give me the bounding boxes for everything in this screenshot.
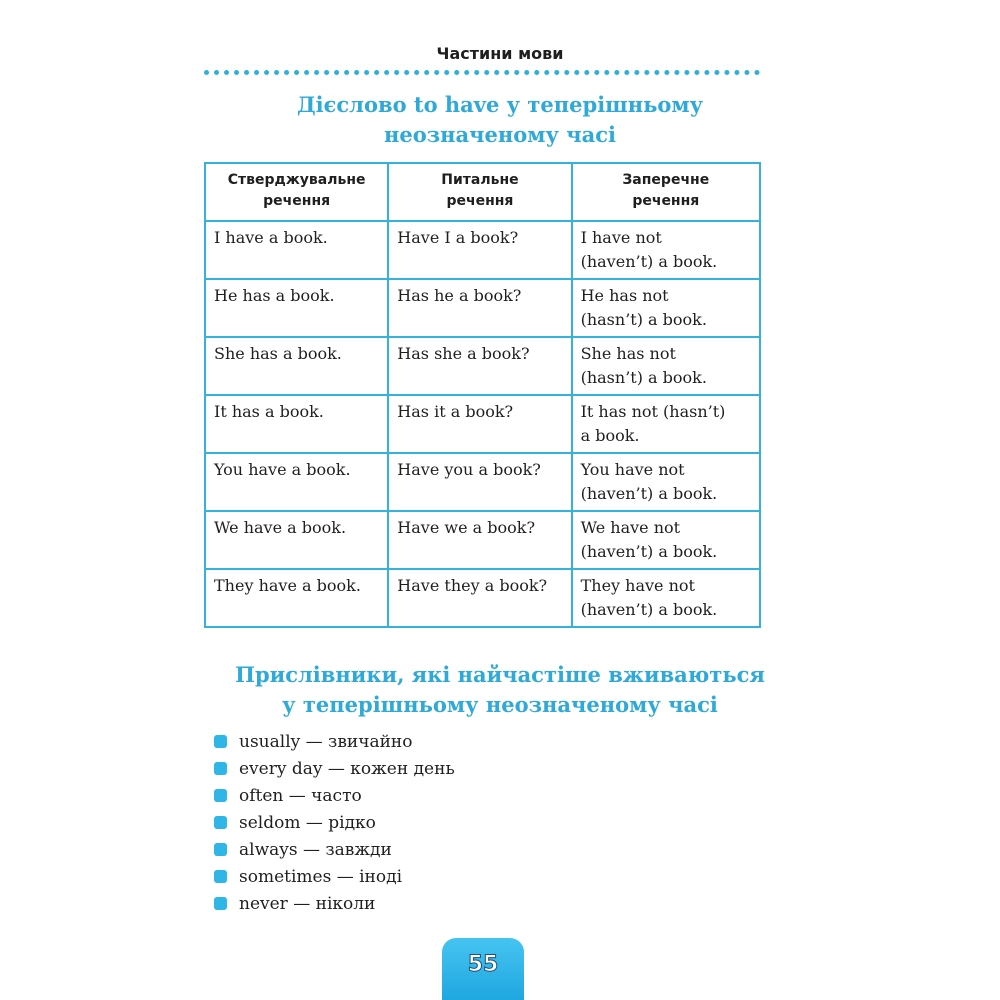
page-number-tab [442, 938, 524, 1000]
page-header-title: Частини мови [436, 44, 564, 63]
section-title-to-have [0, 90, 1000, 150]
table-cell: He has not (hasn’t) a book. [572, 279, 760, 337]
table-row [205, 279, 760, 337]
section-title-line: Дієслово to have у теперішньому [296, 92, 704, 117]
table-cell: She has a book. [205, 337, 388, 395]
table-cell: Have they a book? [388, 569, 571, 627]
section-title-line: неозначеному часі [384, 122, 616, 147]
bullet-square-icon [214, 735, 227, 748]
table-cell: Have you a book? [388, 453, 571, 511]
list-item: every day — кожен день [214, 755, 455, 782]
table-cell: You have not (haven’t) a book. [572, 453, 760, 511]
table-cell: He has a book. [205, 279, 388, 337]
list-item: sometimes — іноді [214, 863, 455, 890]
to-have-conjugation-table [204, 162, 761, 628]
table-cell: We have a book. [205, 511, 388, 569]
table-cell: It has a book. [205, 395, 388, 453]
bullet-square-icon [214, 843, 227, 856]
table-cell: Have we a book? [388, 511, 571, 569]
table-cell: Have I a book? [388, 221, 571, 279]
adverb-list [214, 728, 455, 917]
bullet-square-icon [214, 762, 227, 775]
table-row [205, 337, 760, 395]
bullet-square-icon [214, 897, 227, 910]
table-row [205, 395, 760, 453]
column-header-negative: Заперечне речення [572, 163, 760, 221]
table-row [205, 453, 760, 511]
section-title-line: у теперішньому неозначеному часі [282, 692, 718, 717]
bullet-square-icon [214, 870, 227, 883]
table-cell: We have not (haven’t) a book. [572, 511, 760, 569]
page-number: 55 [467, 952, 499, 977]
dotted-divider [204, 70, 760, 75]
table-cell: I have not (haven’t) a book. [572, 221, 760, 279]
column-header-interrogative: Питальне речення [388, 163, 571, 221]
table-cell: They have a book. [205, 569, 388, 627]
table-cell: Has it a book? [388, 395, 571, 453]
table-cell: It has not (hasn’t) a book. [572, 395, 760, 453]
bullet-square-icon [214, 816, 227, 829]
section-title-adverbs [0, 660, 1000, 720]
table-cell: Has he a book? [388, 279, 571, 337]
table-row [205, 569, 760, 627]
list-item: often — часто [214, 782, 455, 809]
column-header-affirmative: Стверджувальне речення [205, 163, 388, 221]
list-item: usually — звичайно [214, 728, 455, 755]
table-header-row [205, 163, 760, 221]
table-cell: You have a book. [205, 453, 388, 511]
table-row [205, 221, 760, 279]
table-cell: Has she a book? [388, 337, 571, 395]
bullet-square-icon [214, 789, 227, 802]
table-row [205, 511, 760, 569]
table-cell: She has not (hasn’t) a book. [572, 337, 760, 395]
list-item: seldom — рідко [214, 809, 455, 836]
list-item: always — завжди [214, 836, 455, 863]
section-title-line: Прислівники, які найчастіше вживаються [235, 662, 765, 687]
table-cell: I have a book. [205, 221, 388, 279]
list-item: never — ніколи [214, 890, 455, 917]
table-cell: They have not (haven’t) a book. [572, 569, 760, 627]
